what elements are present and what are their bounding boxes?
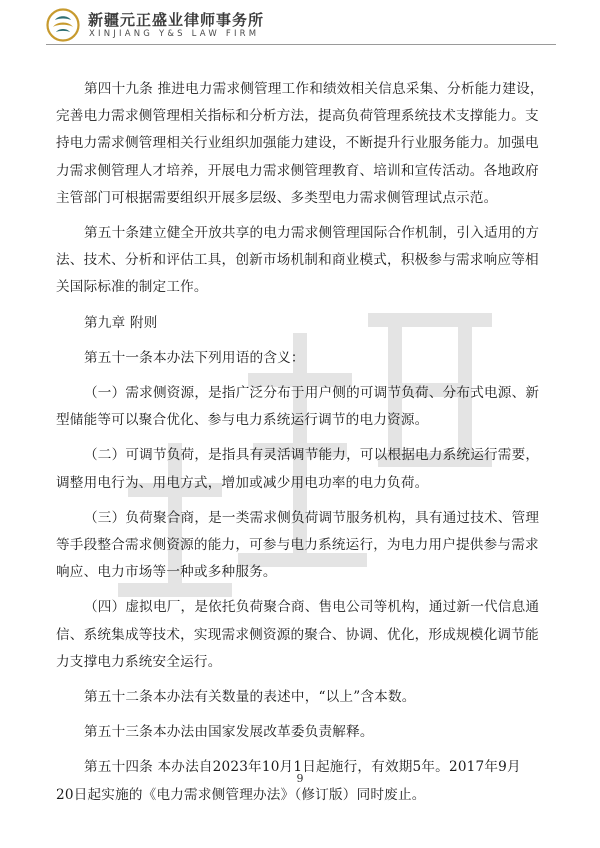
text-line: 持电力需求侧管理相关行业组织加强能力建设，不断提升行业服务能力。加强电 xyxy=(56,135,539,152)
text-line: 力需求侧管理人才培养，开展电力需求侧管理教育、培训和宣传活动。各地政府 xyxy=(56,162,539,179)
text-line: 力支撑电力系统安全运行。 xyxy=(56,653,222,670)
text-line: 第五十一条本办法下列用语的含义： xyxy=(84,349,305,366)
text-line: 等手段整合需求侧资源的能力，可参与电力系统运行，为电力用户提供参与需求 xyxy=(56,537,539,554)
text-line: 20日起实施的《电力需求侧管理办法》（修订版）同时废止。 xyxy=(56,786,426,803)
text-line: 主管部门可根据需要组织开展多层级、多类型电力需求侧管理试点示范。 xyxy=(56,189,498,206)
firm-name-cn: 新疆元正盛业律师事务所 xyxy=(88,11,265,29)
firm-name-en: XINJIANG Y&S LAW FIRM xyxy=(89,29,260,39)
definition-1 xyxy=(56,380,544,434)
text-line: 第五十四条 本办法自2023年10月1日起施行，有效期5年。2017年9月 xyxy=(84,759,521,776)
text-line: （四）虚拟电厂，是依托负荷聚合商、售电公司等机构，通过新一代信息通 xyxy=(84,599,540,616)
letterhead xyxy=(46,6,566,54)
text-line: 型储能等可以聚合优化、参与电力系统运行调节的电力资源。 xyxy=(56,412,429,429)
text-line: 完善电力需求侧管理相关指标和分析方法，提高负荷管理系统技术支撑能力。支 xyxy=(56,108,539,125)
text-line: （二）可调节负荷，是指具有灵活调节能力，可以根据电力系统运行需要， xyxy=(84,447,540,464)
definition-3 xyxy=(56,505,544,587)
text-line: 第九章 附则 xyxy=(84,314,158,331)
text-line: 第四十九条 推进电力需求侧管理工作和绩效相关信息采集、分析能力建设， xyxy=(84,81,544,97)
text-line: 关国际标准的制定工作。 xyxy=(56,279,208,296)
page-number: 9 xyxy=(296,772,304,785)
text-line: 第五十二条本办法有关数量的表述中，“以上”含本数。 xyxy=(84,689,416,706)
header-divider xyxy=(46,44,556,45)
article-51 xyxy=(84,345,544,372)
article-53 xyxy=(84,719,544,746)
text-line: 信、系统集成等技术，实现需求侧资源的聚合、协调、优化，形成规模化调节能 xyxy=(56,626,539,643)
chapter-heading xyxy=(84,310,544,337)
definition-4 xyxy=(56,594,544,676)
article-49 xyxy=(56,76,544,212)
text-line: 第五十条建立健全开放共享的电力需求侧管理国际合作机制，引入适用的方 xyxy=(84,225,540,242)
definition-2 xyxy=(56,442,544,496)
text-line: （三）负荷聚合商，是一类需求侧负荷调节服务机构，具有通过技术、管理 xyxy=(84,509,540,526)
text-line: 响应、电力市场等一种或多种服务。 xyxy=(56,564,277,581)
text-line: （一）需求侧资源，是指广泛分布于用户侧的可调节负荷、分布式电源、新 xyxy=(84,385,540,402)
article-50 xyxy=(56,220,544,302)
text-line: 第五十三条本办法由国家发展改革委负责解释。 xyxy=(84,724,374,741)
firm-logo-icon xyxy=(46,8,80,42)
text-line: 调整用电行为、用电方式，增加或减少用电功率的电力负荷。 xyxy=(56,474,429,491)
article-52 xyxy=(84,684,544,711)
text-line: 法、技术、分析和评估工具，创新市场机制和商业模式，积极参与需求响应等相 xyxy=(56,252,539,269)
document-body xyxy=(56,76,544,809)
